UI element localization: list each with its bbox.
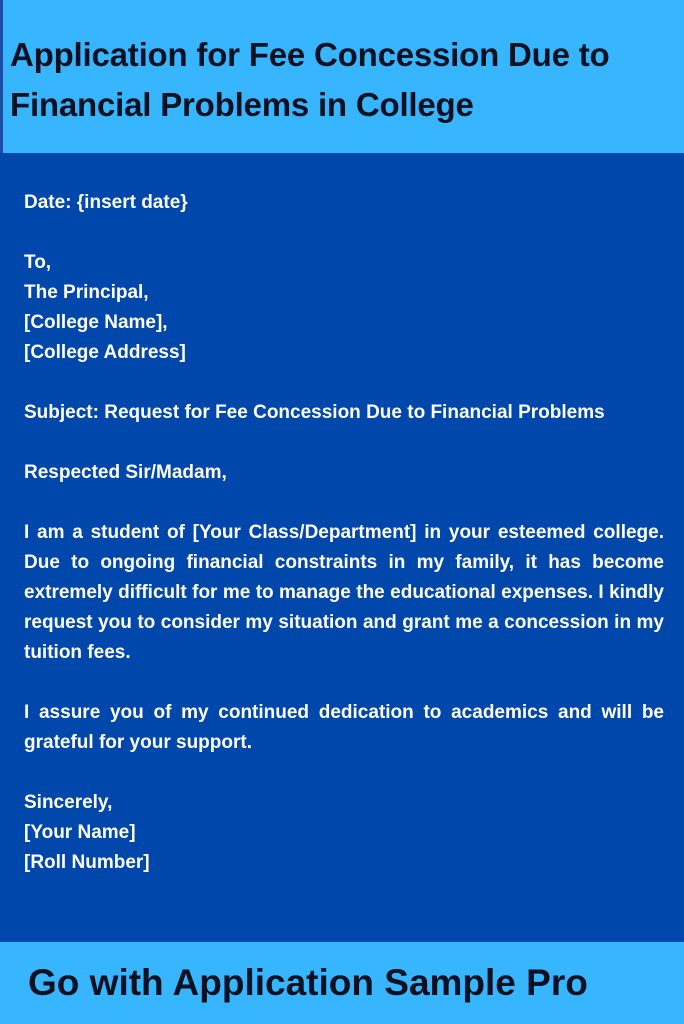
letter-to: To, (24, 252, 52, 273)
letter-salutation: Respected Sir/Madam, (24, 462, 227, 483)
letter-recipient: The Principal, (24, 282, 149, 303)
letter-subject: Subject: Request for Fee Concession Due to Financial Problems (24, 402, 605, 423)
title-banner (0, 0, 684, 153)
blank-line (24, 758, 664, 788)
sender-roll-number: [Roll Number] (24, 852, 150, 873)
letter-date: Date: {insert date} (24, 192, 188, 213)
page-title-line-2: Financial Problems in College (10, 86, 474, 123)
college-address: [College Address] (24, 342, 186, 363)
page-title-line-1: Application for Fee Concession Due to (10, 36, 610, 73)
blank-line (24, 218, 664, 248)
application-letter (24, 188, 664, 878)
blank-line (24, 428, 664, 458)
letter-body-paragraph-2: I assure you of my continued dedication to academics and will be grateful for your support. (24, 702, 664, 753)
letter-closing: Sincerely, (24, 792, 113, 813)
footer-brand-text: Go with Application Sample Pro (28, 962, 588, 1003)
blank-line (24, 488, 664, 518)
blank-line (24, 368, 664, 398)
footer-banner (0, 942, 684, 1024)
blank-line (24, 668, 664, 698)
sender-name: [Your Name] (24, 822, 136, 843)
page-title (10, 30, 670, 130)
letter-body-paragraph-1: I am a student of [Your Class/Department] in your esteemed college. Due to ongoing financial constraints in my family, it has become extremely difficult for me to manage the educational expenses. I kindly request you to consider my situation and grant me a concession in my tuition fees. (24, 522, 664, 663)
college-name: [College Name], (24, 312, 168, 333)
